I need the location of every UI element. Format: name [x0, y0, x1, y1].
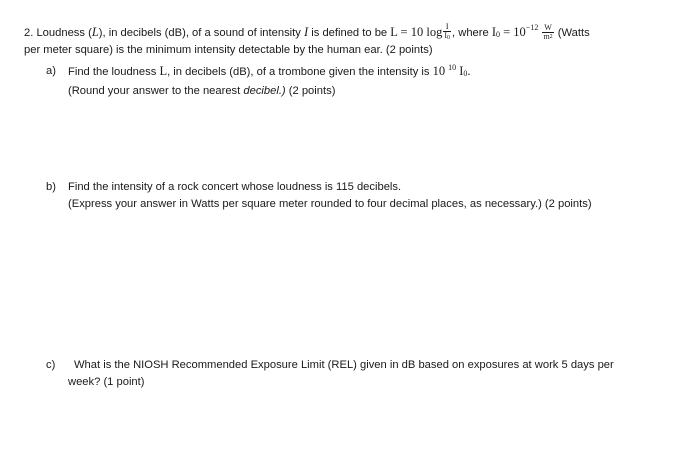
trombone-intensity — [433, 64, 471, 78]
where-text: where — [458, 26, 489, 39]
part-a-note — [68, 84, 335, 98]
part-a-note-b: (2 points) — [288, 85, 336, 97]
part-b-note: (Express your answer in Watts per square meter rounded to four decimal places, as necessary.) (2 points) — [68, 198, 592, 210]
part-b-question: Find the intensity of a rock concert whose loudness is 115 decibels. — [68, 181, 402, 193]
unit-denominator — [542, 33, 553, 41]
loudness-symbol: L — [159, 64, 168, 78]
part-a-question — [68, 64, 471, 80]
part-c-question-line-1: What is the NIOSH Recommended Exposure Limit (REL) given in dB based on exposures at work 5 days per — [74, 359, 614, 371]
question-number: 2. — [24, 26, 34, 39]
part-c-label: c) — [46, 359, 56, 371]
part-c-question-line-2: week? (1 point) — [68, 376, 145, 388]
formula-comma: , — [452, 26, 456, 39]
intro-text-c: is defined to be — [311, 26, 388, 39]
threshold-sub: 0 — [496, 29, 500, 39]
trombone-I-base: I — [459, 64, 464, 78]
part-a-label: a) — [46, 65, 56, 77]
trombone-I-sub: 0 — [463, 69, 468, 78]
intro-text-b: ), in decibels (dB), of a sound of intensity — [98, 26, 301, 39]
trombone-base: 10 — [432, 64, 446, 78]
formula-lhs: L = 10 log — [390, 24, 443, 39]
question-2-line-1 — [24, 24, 590, 42]
fraction-denominator-sub: 0 — [447, 35, 451, 41]
threshold-exponent: −12 — [525, 23, 539, 32]
part-a-note-a: (Round your answer to the nearest — [68, 85, 241, 97]
unit-numerator: W — [544, 22, 552, 32]
fraction-numerator: I — [443, 23, 451, 32]
formula-fraction — [443, 23, 451, 41]
part-a-text-b: , in decibels (dB), of a trombone given the intensity is — [167, 66, 430, 78]
part-a-text-a: Find the loudness — [68, 66, 157, 78]
fraction-denominator-base: I — [444, 31, 448, 40]
trombone-period: . — [467, 64, 471, 78]
threshold-equals: = 10 — [503, 24, 526, 39]
question-2-line-2: per meter square) is the minimum intensity detectable by the human ear. (2 points) — [24, 44, 433, 56]
part-b-label: b) — [46, 181, 56, 193]
intro-text-a: Loudness ( — [36, 26, 92, 39]
unit-denominator-base: m — [543, 31, 550, 41]
watts-text: (Watts — [557, 26, 590, 39]
fraction-denominator — [443, 32, 451, 41]
trombone-exponent: 10 — [448, 63, 457, 72]
unit-fraction — [542, 24, 553, 41]
intensity-variable: I — [303, 24, 309, 39]
threshold-intensity — [492, 25, 539, 39]
threshold-base: I — [491, 24, 496, 39]
loudness-variable: L — [91, 24, 99, 39]
part-a-note-emphasis: decibel.) — [243, 85, 286, 97]
unit-denominator-sup: 2 — [549, 33, 553, 40]
